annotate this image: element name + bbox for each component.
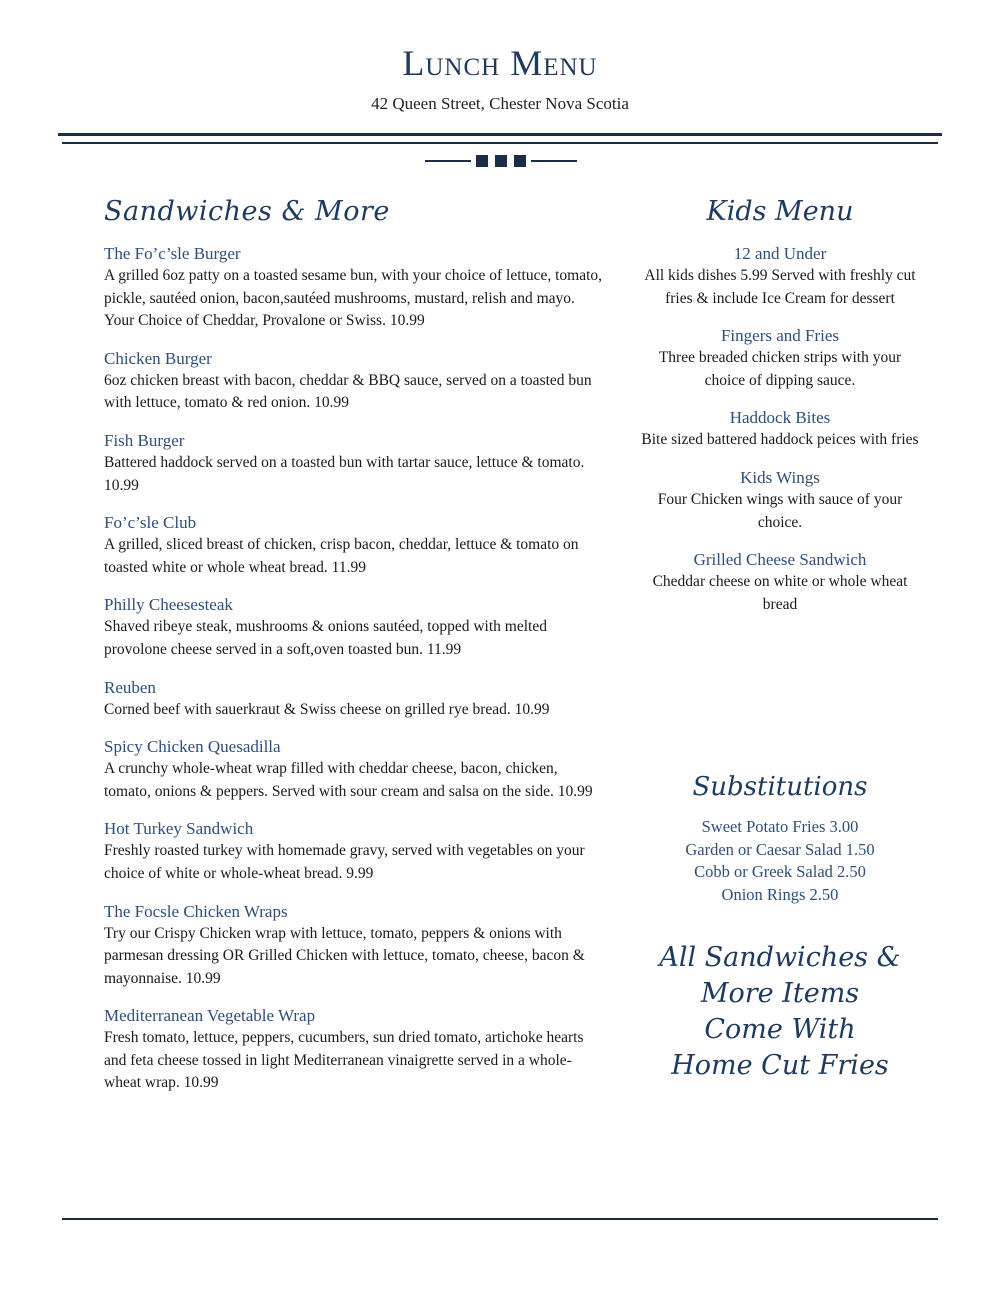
kids-section xyxy=(640,196,920,631)
item-description: A grilled 6oz patty on a toasted sesame bun, with your choice of lettuce, tomato, pickle, sautéed onion, bacon,sautéed mushrooms, mustard, relish and mayo. Your Choice of Cheddar, Provalone or Swiss. 10.99 xyxy=(104,267,603,330)
item-name: Fo’c’sle Club xyxy=(104,513,197,533)
address: 42 Queen Street, Chester Nova Scotia xyxy=(371,94,629,113)
kids-item-description: Three breaded chicken strips with your choice of dipping sauce. xyxy=(658,349,902,389)
footer-rule xyxy=(62,1218,938,1220)
fries-note-line: Come With xyxy=(704,1014,856,1045)
substitution-item: Garden or Caesar Salad 1.50 xyxy=(685,839,875,859)
item-description: Try our Crispy Chicken wrap with lettuce, tomato, peppers & onions with parmesan dressing OR Grilled Chicken with lettuce, tomato, cheese, bacon & mayonnaise. 10.99 xyxy=(104,924,585,987)
menu-item xyxy=(104,348,604,415)
item-name: The Fo’c’sle Burger xyxy=(104,244,241,263)
kids-heading: Kids Menu xyxy=(706,196,854,227)
item-name: Reuben xyxy=(104,677,156,697)
item-description: Shaved ribeye steak, mushrooms & onions sautéed, topped with melted provolone cheese served in a soft,oven toasted bun. 11.99 xyxy=(104,618,547,658)
kids-item-description: Bite sized battered haddock peices with fries xyxy=(641,431,919,449)
item-description: Freshly roasted turkey with homemade gravy, served with vegetables on your choice of white or whole-wheat bread. 9.99 xyxy=(104,842,585,882)
kids-item-name: Grilled Cheese Sandwich xyxy=(693,550,867,570)
item-name: Spicy Chicken Quesadilla xyxy=(104,737,281,757)
menu-item xyxy=(104,677,604,722)
item-name: Hot Turkey Sandwich xyxy=(104,819,254,839)
header-rule-thin xyxy=(62,142,938,144)
sandwiches-section xyxy=(104,196,604,1110)
menu-item xyxy=(104,512,604,579)
menu-item xyxy=(104,1005,604,1095)
item-name: The Focsle Chicken Wraps xyxy=(104,901,288,921)
ornament-line-right xyxy=(531,160,577,162)
item-name: Mediterranean Vegetable Wrap xyxy=(104,1006,316,1026)
substitution-item: Cobb or Greek Salad 2.50 xyxy=(694,862,866,882)
substitution-item: Onion Rings 2.50 xyxy=(721,884,839,904)
menu-item xyxy=(104,818,604,885)
fries-note-line: All Sandwiches & xyxy=(659,942,901,973)
kids-item xyxy=(640,325,920,392)
menu-item xyxy=(104,430,604,497)
kids-item xyxy=(640,243,920,310)
item-name: Chicken Burger xyxy=(104,348,212,368)
substitution-item: Sweet Potato Fries 3.00 xyxy=(701,817,859,836)
item-name: Philly Cheesesteak xyxy=(104,595,233,615)
header-rule-thick xyxy=(58,133,942,136)
kids-item-description: Cheddar cheese on white or whole wheat bread xyxy=(652,573,908,613)
item-description: A crunchy whole-wheat wrap filled with cheddar cheese, bacon, chicken, tomato, onions & peppers. Served with sour cream and salsa on the side. 10.99 xyxy=(104,760,593,800)
divider-ornament xyxy=(425,154,577,168)
fries-note xyxy=(640,940,920,1084)
item-description: 6oz chicken breast with bacon, cheddar & BBQ sauce, served on a toasted bun with lettuce, tomato & red onion. 10.99 xyxy=(104,371,592,412)
kids-item-name: Haddock Bites xyxy=(729,408,831,428)
kids-item-description: Four Chicken wings with sauce of your choice. xyxy=(657,490,903,531)
kids-item xyxy=(640,467,920,534)
item-description: A grilled, sliced breast of chicken, crisp bacon, cheddar, lettuce & tomato on toasted white or whole wheat bread. 11.99 xyxy=(104,536,579,576)
item-description: Corned beef with sauerkraut & Swiss cheese on grilled rye bread. 10.99 xyxy=(104,700,550,718)
fries-note-line: More Items xyxy=(700,978,860,1009)
kids-item-description: All kids dishes 5.99 Served with freshly cut fries & include Ice Cream for dessert xyxy=(644,267,916,307)
ornament-square xyxy=(495,155,507,167)
ornament-square xyxy=(514,155,526,167)
substitutions-heading: Substitutions xyxy=(692,772,868,802)
kids-item-name: Kids Wings xyxy=(740,467,820,487)
menu-item xyxy=(104,594,604,661)
menu-item xyxy=(104,243,604,333)
fries-note-line: Home Cut Fries xyxy=(671,1050,889,1081)
menu-item xyxy=(104,901,604,991)
item-description: Battered haddock served on a toasted bun with tartar sauce, lettuce & tomato. 10.99 xyxy=(104,453,585,494)
kids-item xyxy=(640,407,920,452)
ornament-square xyxy=(476,155,488,167)
sandwiches-heading: Sandwiches & More xyxy=(104,196,390,227)
kids-item xyxy=(640,549,920,616)
page-title: Lunch Menu xyxy=(402,43,598,83)
item-description: Fresh tomato, lettuce, peppers, cucumbers, sun dried tomato, artichoke hearts and feta cheese tossed in light Mediterranean vinaigrette served in a whole-wheat wrap. 10.99 xyxy=(104,1029,584,1092)
kids-item-name: Fingers and Fries xyxy=(720,326,840,346)
ornament-line-left xyxy=(425,160,471,162)
menu-item xyxy=(104,736,604,803)
item-name: Fish Burger xyxy=(104,430,185,450)
kids-item-name: 12 and Under xyxy=(733,244,827,263)
substitutions-section xyxy=(640,772,920,906)
